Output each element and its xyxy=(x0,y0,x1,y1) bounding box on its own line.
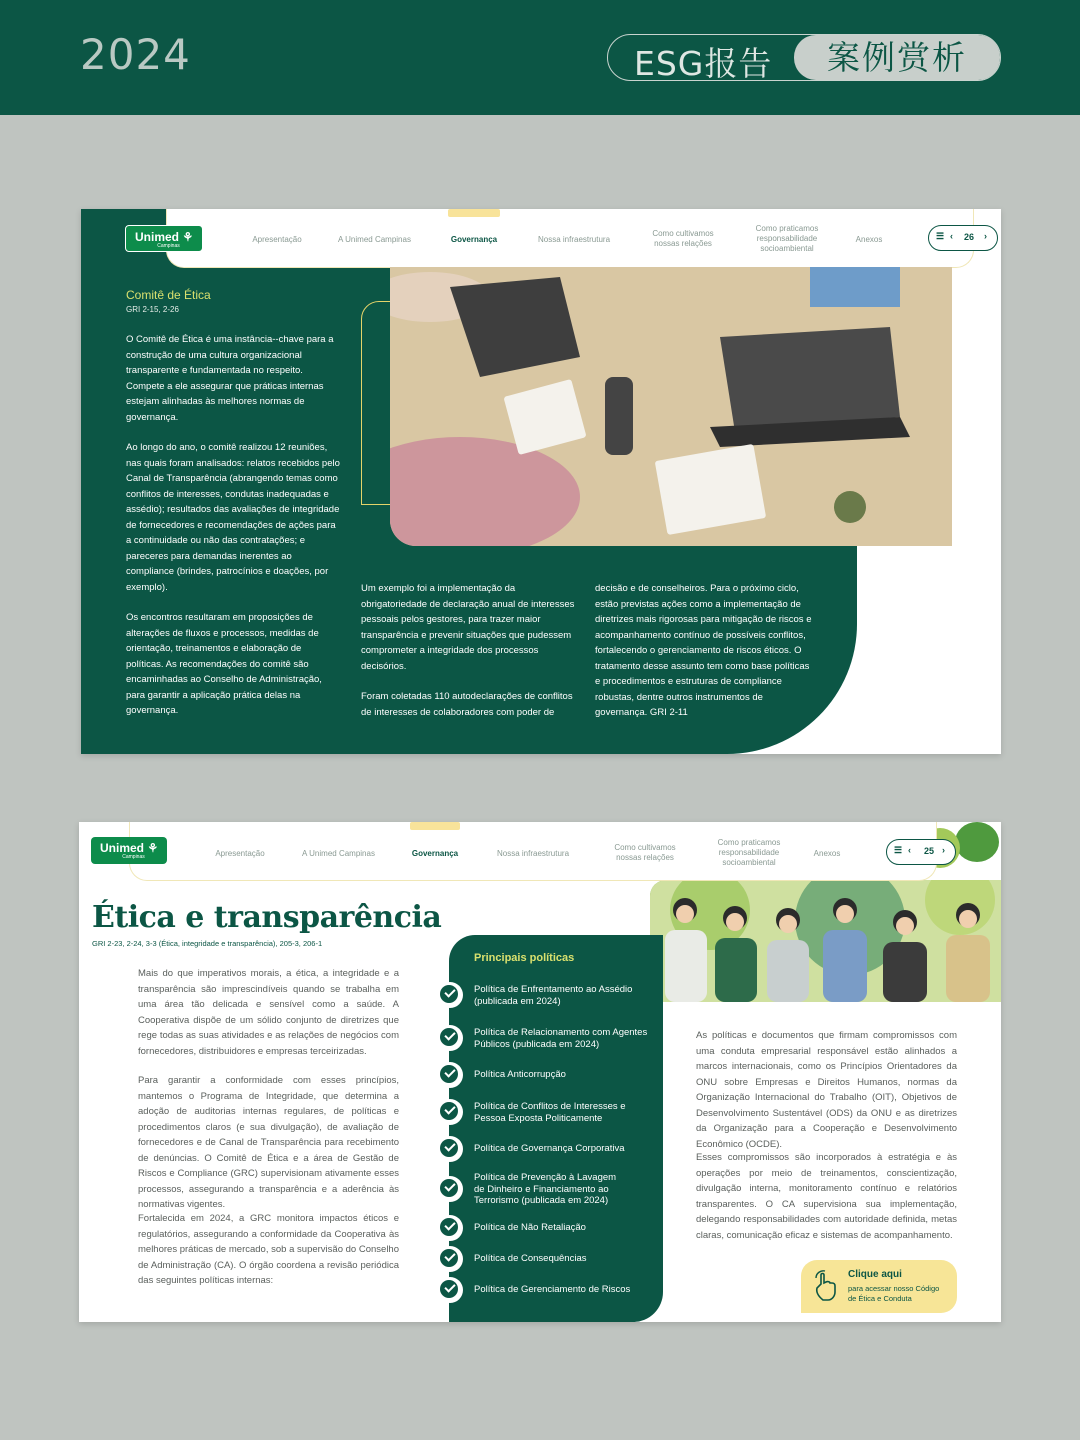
click-title: Clique aqui xyxy=(848,1269,902,1280)
meeting-photo xyxy=(390,267,952,546)
paragraph: Esses compromissos são incorporados à estratégia e às operações por meio de treinamentos, conscientização, divulgação interna, monitoramento contínuo e relatórios transparentes. O CA supervisiona sua implementação, delegando responsabilidades com autoridade definida, metas claras, comunicação eficaz e sistemas de acompanhamento. xyxy=(696,1152,957,1241)
prev-page-icon[interactable]: ‹ xyxy=(950,231,953,241)
page-title: Ética e transparência xyxy=(92,900,442,935)
policy-label: Política de Governança Corporativa xyxy=(474,1143,625,1154)
page-number: 25 xyxy=(924,846,935,856)
logo-text: Unimed xyxy=(100,841,145,855)
esg-report-label: ESG报告 xyxy=(634,44,773,83)
ethics-code-link[interactable] xyxy=(801,1260,957,1313)
policy-label: Política de Conflitos de Interesses e Pessoa Exposta Politicamente xyxy=(474,1101,626,1124)
team-photo xyxy=(650,880,1001,1002)
nav-unimed-campinas[interactable]: A Unimed Campinas xyxy=(338,235,411,244)
nav-unimed-campinas[interactable]: A Unimed Campinas xyxy=(302,849,375,858)
policy-label: Política de Relacionamento com Agentes Públicos (publicada em 2024) xyxy=(474,1027,648,1050)
report-page-26 xyxy=(81,209,1001,754)
top-navigation xyxy=(129,822,937,881)
check-icon xyxy=(437,1277,463,1303)
menu-icon[interactable]: ☰ xyxy=(936,231,945,241)
paragraph: Um exemplo foi a implementação da obrigatoriedade de declaração anual de interesses pessoais pelos gestores, para trazer maior transparência e prevenir situações que pudessem comprometer a integridade dos processos decisórios. xyxy=(361,583,575,672)
nav-relacoes[interactable]: Como cultivamos nossas relações xyxy=(614,843,676,862)
nav-governanca[interactable]: Governança xyxy=(450,235,498,244)
report-page-25 xyxy=(79,822,1001,1322)
paragraph: Os encontros resultaram em proposições de alterações de fluxos e processos, medidas de orientação, treinamentos e elaboração de políticas. As recomendações do comitê são encaminhadas ao Conselho de Administração, para garantir a aplicação prática delas na governança. xyxy=(126,612,322,716)
nav-anexos[interactable]: Anexos xyxy=(855,235,883,244)
decorative-circle xyxy=(955,822,999,862)
policies-title: Principais políticas xyxy=(474,952,575,964)
hand-pointer-icon xyxy=(813,1270,841,1302)
paragraph: O Comitê de Ética é uma instância--chave para a construção de uma cultura organizacional transparente e fundamentada no respeito. Compete a ele assegurar que práticas internas estejam alinhadas às melhores normas de governança. xyxy=(126,334,334,423)
logo-subtext: Campinas xyxy=(157,243,180,249)
check-icon xyxy=(437,1025,463,1051)
menu-icon[interactable]: ☰ xyxy=(894,845,903,855)
nav-socioambiental[interactable]: Como praticamos responsabilidade socioambiental xyxy=(755,224,819,253)
logo-text: Unimed xyxy=(135,230,180,244)
nav-apresentacao[interactable]: Apresentação xyxy=(252,235,302,244)
logo-subtext: Campinas xyxy=(122,854,145,860)
nav-governanca[interactable]: Governança xyxy=(411,849,459,858)
paragraph: decisão e de conselheiros. Para o próximo ciclo, estão previstas ações como a implementação de diretrizes mais rigorosas para mitigação de riscos e acompanhamento contínuo de possíveis conflitos, fortalecendo o gerenciamento de riscos éticos. O tratamento desse assunto tem como base políticas e procedimentos e estruturas de compliance robustas, dentre outros instrumentos de governança. GRI 2-11 xyxy=(595,583,812,718)
next-page-icon[interactable]: › xyxy=(984,231,987,241)
check-icon xyxy=(437,1215,463,1241)
paragraph: Para garantir a conformidade com esses princípios, mantemos o Programa de Integridade, que determina a adoção de auditorias internas regulares, de políticas e procedimentos claros (e sua divulgação), de avaliação de fornecedores e de Canal de Transparência para recebimento de denúncias. O Comitê de Ética e a área de Gestão de Riscos e Compliance (GRC) supervisionam ativamente esses processos, assegurando a transparência e a aderência às normativas vigentes. xyxy=(138,1075,399,1210)
unimed-symbol-icon: ⚘ xyxy=(147,841,159,855)
check-icon xyxy=(437,1246,463,1272)
active-tab-indicator xyxy=(448,209,500,217)
paragraph: Fortalecida em 2024, a GRC monitora impactos éticos e regulatórios, assegurando a conformidade da Cooperativa às melhores práticas de mercado, sob a supervisão do Conselho de Administração (CA). O órgão coordena a revisão periódica das seguintes políticas internas: xyxy=(138,1213,399,1286)
next-page-icon[interactable]: › xyxy=(942,845,945,855)
page-number: 26 xyxy=(964,232,975,242)
section-heading: Comitê de Ética xyxy=(126,288,211,302)
page-navigator xyxy=(886,839,956,865)
nav-apresentacao[interactable]: Apresentação xyxy=(215,849,265,858)
gri-reference: GRI 2-23, 2-24, 3-3 (Ética, integridade e transparência), 205-3, 206-1 xyxy=(92,939,323,948)
case-study-label: 案例赏析 xyxy=(794,35,1000,80)
policy-label: Política de Enfrentamento ao Assédio (publicada em 2024) xyxy=(474,984,633,1007)
top-navigation xyxy=(166,209,974,268)
nav-infraestrutura[interactable]: Nossa infraestrutura xyxy=(537,235,611,244)
check-icon xyxy=(437,1136,463,1162)
paragraph: Mais do que imperativos morais, a ética, a integridade e a transparência são imprescindíveis quando se trabalha em uma área tão delicada e sensível como a saúde. A Cooperativa dispõe de um sólido conjunto de diretrizes que rege todas as suas atividades e as relações de negócios com fornecedores, distribuidores e empresas terceirizadas. xyxy=(138,968,399,1057)
nav-socioambiental[interactable]: Como praticamos responsabilidade socioambiental xyxy=(717,838,781,867)
policy-label: Política Anticorrupção xyxy=(474,1069,566,1080)
paragraph: As políticas e documentos que firmam compromissos com uma conduta empresarial responsável estão alinhados a marcos internacionais, como os Princípios Orientadores da ONU sobre Empresas e Direitos Humanos, normas da Organização Internacional do Trabalho (OIT), Objetivos de Desenvolvimento Sustentável (ODS) da ONU e as diretrizes da Organização para a Cooperação e Desenvolvimento Econômico (OCDE). xyxy=(696,1030,957,1150)
gri-reference: GRI 2-15, 2-26 xyxy=(126,305,179,314)
paragraph: Foram coletadas 110 autodeclarações de conflitos de interesses de colaboradores com poder de xyxy=(361,691,573,718)
policy-label: Política de Consequências xyxy=(474,1253,587,1264)
check-icon xyxy=(437,982,463,1008)
nav-anexos[interactable]: Anexos xyxy=(813,849,841,858)
policy-label: Política de Prevenção à Lavagem de Dinheiro e Financiamento ao Terrorismo (publicada em 2024) xyxy=(474,1172,617,1206)
policy-label: Política de Não Retaliação xyxy=(474,1222,586,1233)
policies-panel xyxy=(449,935,663,1322)
check-icon xyxy=(437,1176,463,1202)
click-subtitle: para acessar nosso Código de Ética e Conduta xyxy=(848,1284,940,1303)
unimed-logo[interactable] xyxy=(91,837,167,864)
top-banner xyxy=(0,0,1080,115)
prev-page-icon[interactable]: ‹ xyxy=(908,845,911,855)
category-pill xyxy=(607,34,1001,81)
paragraph: Ao longo do ano, o comitê realizou 12 reuniões, nas quais foram analisados: relatos recebidos pelo Canal de Transparência (abrangendo temas como conflitos de interesses, condutas inadequadas e assédio); resultados das avaliações de integridade de fornecedores e recomendações de ações para a continuidade ou não das contratações; e pareceres para demandas inerentes ao compliance (brindes, patrocínios e doações, por exemplo). xyxy=(126,442,340,593)
nav-relacoes[interactable]: Como cultivamos nossas relações xyxy=(652,229,714,248)
active-tab-indicator xyxy=(410,822,460,830)
team-illustration xyxy=(650,880,1001,1002)
policy-label: Política de Gerenciamento de Riscos xyxy=(474,1284,631,1295)
unimed-symbol-icon: ⚘ xyxy=(182,230,194,244)
year-label: 2024 xyxy=(80,30,191,79)
page-navigator xyxy=(928,225,998,251)
nav-infraestrutura[interactable]: Nossa infraestrutura xyxy=(496,849,570,858)
meeting-illustration xyxy=(390,267,952,546)
check-icon xyxy=(437,1099,463,1125)
check-icon xyxy=(437,1062,463,1088)
unimed-logo[interactable] xyxy=(125,225,203,252)
